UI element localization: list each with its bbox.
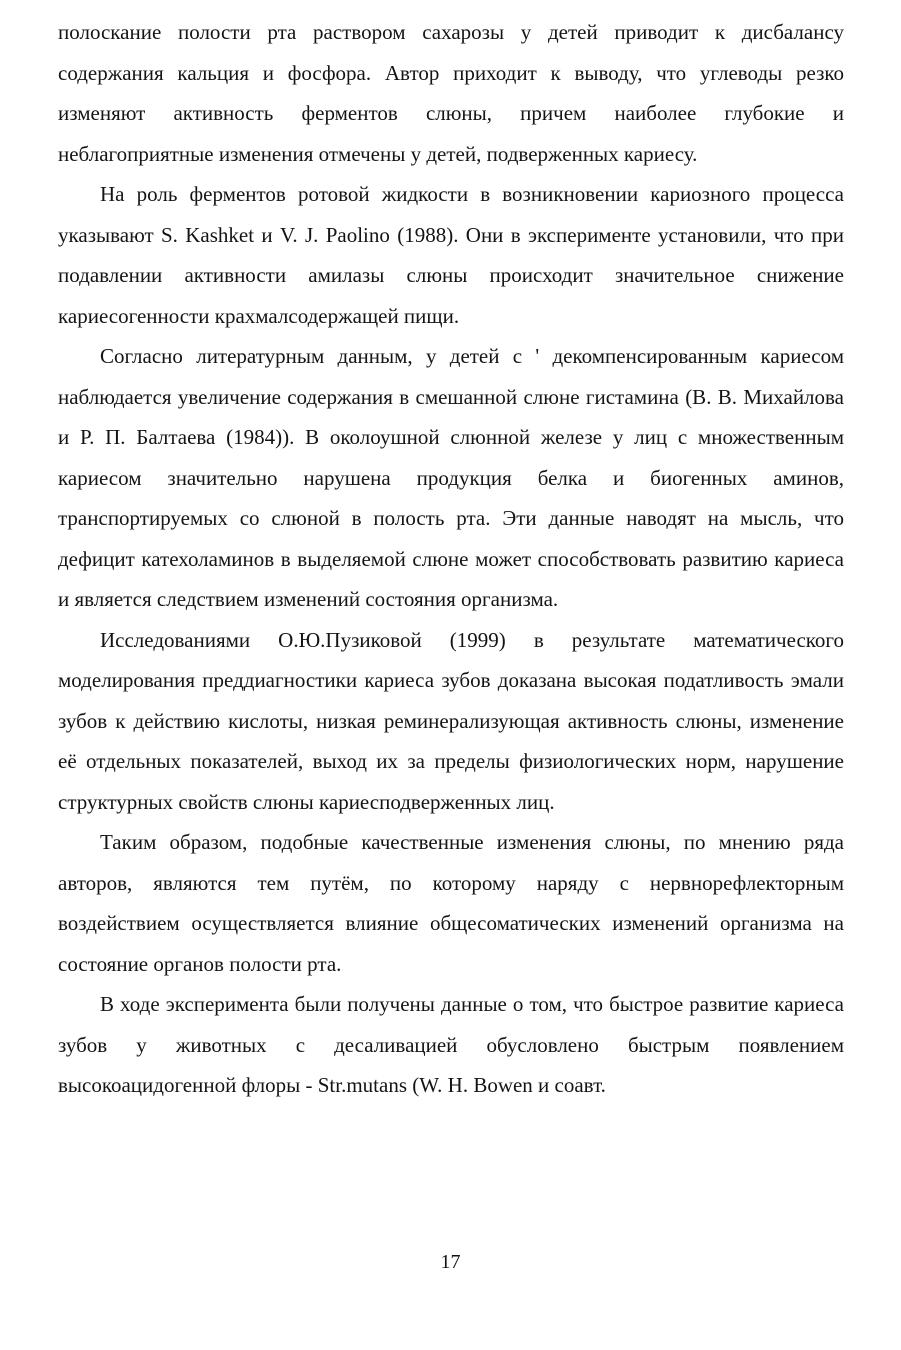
- paragraph-puzikova: Исследованиями О.Ю.Пузиковой (1999) в результате математического моделирования преддиагностики кариеса зубов доказана высокая податливость эмали зубов к действию кислоты, низкая реминерализующая активность слюны, изменение её отдельных показателей, выход их за пределы физиологических норм, нарушение структурных свойств слюны кариесподверженных лиц.: [58, 627, 844, 814]
- paragraph-kashket-paolino: На роль ферментов ротовой жидкости в возникновении кариозного процесса указывают S. Kashket и V. J. Paolino (1988). Они в эксперименте установили, что при подавлении активности амилазы слюны происходит значительное снижение кариесогенности крахмалсодержащей пищи.: [58, 182, 844, 328]
- paragraph-continuation: полоскание полости рта раствором сахарозы у детей приводит к дисбалансу содержания кальция и фосфора. Автор приходит к выводу, что углеводы резко изменяют активность ферментов слюны, причем наиболее глубокие и неблагоприятные изменения отмечены у детей, подверженных кариесу.: [58, 20, 844, 166]
- paragraph-conclusion: Таким образом, подобные качественные изменения слюны, по мнению ряда авторов, являются тем путём, по которому наряду с нервнорефлекторным воздействием осуществляется влияние общесоматических изменений организма на состояние органов полости рта.: [58, 830, 844, 976]
- paragraph-histamine: Согласно литературным данным, у детей с ' декомпенсированным кариесом наблюдается увеличение содержания в смешанной слюне гистамина (В. В. Михайлова и Р. П. Балтаева (1984)). В околоушной слюнной железе у лиц с множественным кариесом значительно нарушена продукция белка и биогенных аминов, транспортируемых со слюной в полость рта. Эти данные наводят на мысль, что дефицит катехоламинов в выделяемой слюне может способствовать развитию кариеса и является следствием изменений состояния организма.: [58, 344, 844, 611]
- page-number: 17: [440, 1251, 461, 1273]
- paragraph-experiment: В ходе эксперимента были получены данные о том, что быстрое развитие кариеса зубов у животных с десаливацией обусловлено быстрым появлением высокоацидогенной флоры - Str.mutans (W. H. Bowen и соавт.: [58, 992, 844, 1097]
- body-text: [58, 12, 844, 1106]
